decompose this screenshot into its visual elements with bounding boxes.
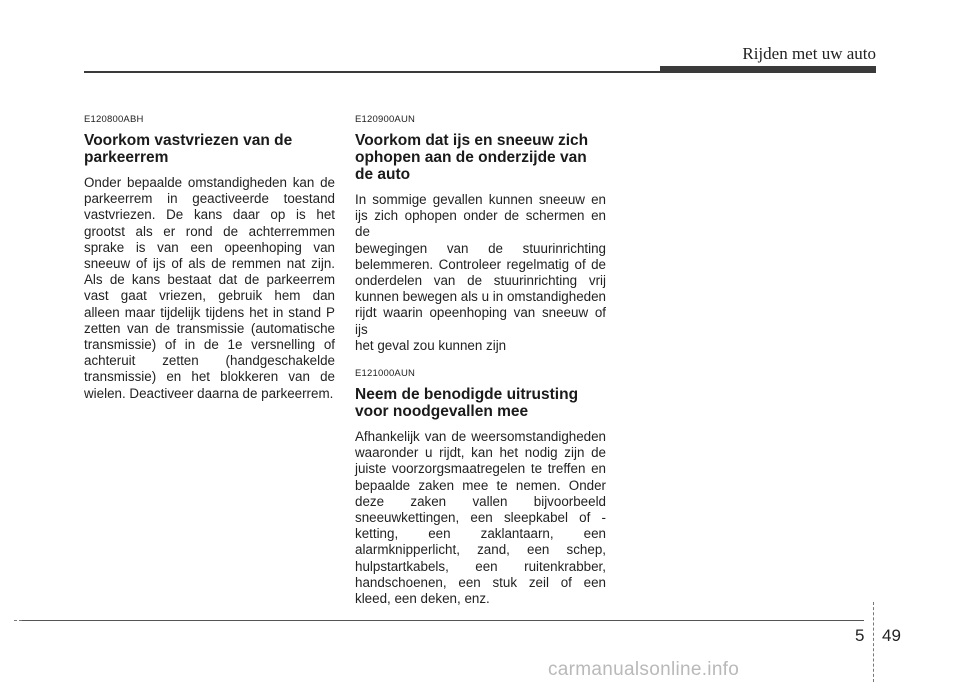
body-line: rijdt waarin opeenhoping van sneeuw of ijs (355, 305, 606, 337)
body-line: Onder bepaalde omstandigheden kan de (84, 175, 335, 190)
body-line: alleen maar tijdelijk tijdens het in stand P (84, 304, 335, 320)
running-header-title: Rijden met uw auto (742, 44, 876, 63)
left-column (84, 114, 335, 402)
section-code: E120800ABH (84, 114, 144, 125)
body-line: wielen. Deactiveer daarna de parkeerrem. (84, 385, 334, 401)
body-line: kunnen bewegen als u in omstandigheden (355, 289, 606, 305)
body-line: vastvriezen. De kans daar op is het (84, 207, 335, 223)
body-line: handschoenen, een stuk zeil of een (355, 574, 606, 590)
body-line: onderdelen van de stuurinrichting vrij (355, 273, 606, 289)
heading-line: voor noodgevallen mee (355, 403, 529, 421)
header-rule-accent (660, 66, 876, 73)
section-code: E120900AUN (355, 114, 416, 125)
body-line: waaronder u rijdt, kan het nodig zijn de (355, 445, 606, 461)
body-line: parkeerrem in geactiveerde toestand (84, 191, 335, 207)
section-body (355, 429, 606, 607)
body-line: In sommige gevallen kunnen sneeuw en (355, 192, 606, 207)
page-number: 49 (882, 626, 901, 645)
body-line: sprake is van een opeenhoping van (84, 239, 335, 255)
body-line: juiste voorzorgsmaatregelen te treffen en (355, 461, 606, 477)
body-line: sneeuwkettingen, een sleepkabel of - (355, 510, 606, 526)
section-heading (84, 132, 335, 166)
body-line: Als de kans bestaat dat de parkeerrem (84, 272, 335, 288)
body-line: het geval zou kunnen zijn (355, 337, 507, 353)
body-line: ijs zich ophopen onder de schermen en de (355, 208, 606, 240)
body-line: achteruit zetten (handgeschakelde (84, 353, 335, 369)
heading-line: de auto (355, 166, 411, 183)
body-line: ketting, een zaklantaarn, een (355, 526, 606, 542)
body-line: bewegingen van de stuurinrichting (355, 240, 606, 256)
body-line: grootst als er rond de achterremmen (84, 223, 335, 239)
body-line: sneeuw of ijs of als de remmen nat zijn. (84, 256, 335, 272)
body-line: transmissie) of in de 1e versnelling of (84, 337, 335, 353)
heading-line: Voorkom dat ijs en sneeuw zich (355, 132, 589, 149)
heading-line: parkeerrem (84, 149, 169, 166)
body-line: belemmeren. Controleer regelmatig of de (355, 256, 606, 272)
section-body (84, 175, 335, 402)
heading-line: ophopen aan de onderzijde van (355, 149, 587, 166)
right-column (355, 114, 606, 607)
body-line: kleed, een deken, enz. (355, 591, 490, 607)
body-line: transmissie) en het blokkeren van de (84, 369, 335, 385)
footer-rule (22, 620, 864, 621)
body-line: vast gaat vriezen, gebruik hem dan (84, 288, 335, 304)
body-line: alarmknipperlicht, zand, een schep, (355, 542, 606, 558)
chapter-number: 5 (855, 626, 865, 645)
body-line: hulpstartkabels, een ruitenkrabber, (355, 558, 606, 574)
heading-line: Voorkom vastvriezen van de (84, 132, 293, 149)
header-rule (84, 71, 664, 73)
body-line: zetten van de transmissie (automatische (84, 320, 335, 336)
page-number-separator (873, 602, 874, 682)
watermark: carmanualsonline.info (548, 659, 740, 680)
heading-line: Neem de benodigde uitrusting (355, 386, 579, 404)
body-line: bepaalde zaken mee te nemen. Onder (355, 477, 606, 493)
body-line: Afhankelijk van de weersomstandigheden (355, 429, 606, 445)
section-heading (355, 386, 606, 420)
body-line: deze zaken vallen bijvoorbeeld (355, 493, 606, 509)
section-heading (355, 132, 606, 183)
section-body (355, 192, 606, 354)
section-code: E121000AUN (355, 368, 416, 380)
